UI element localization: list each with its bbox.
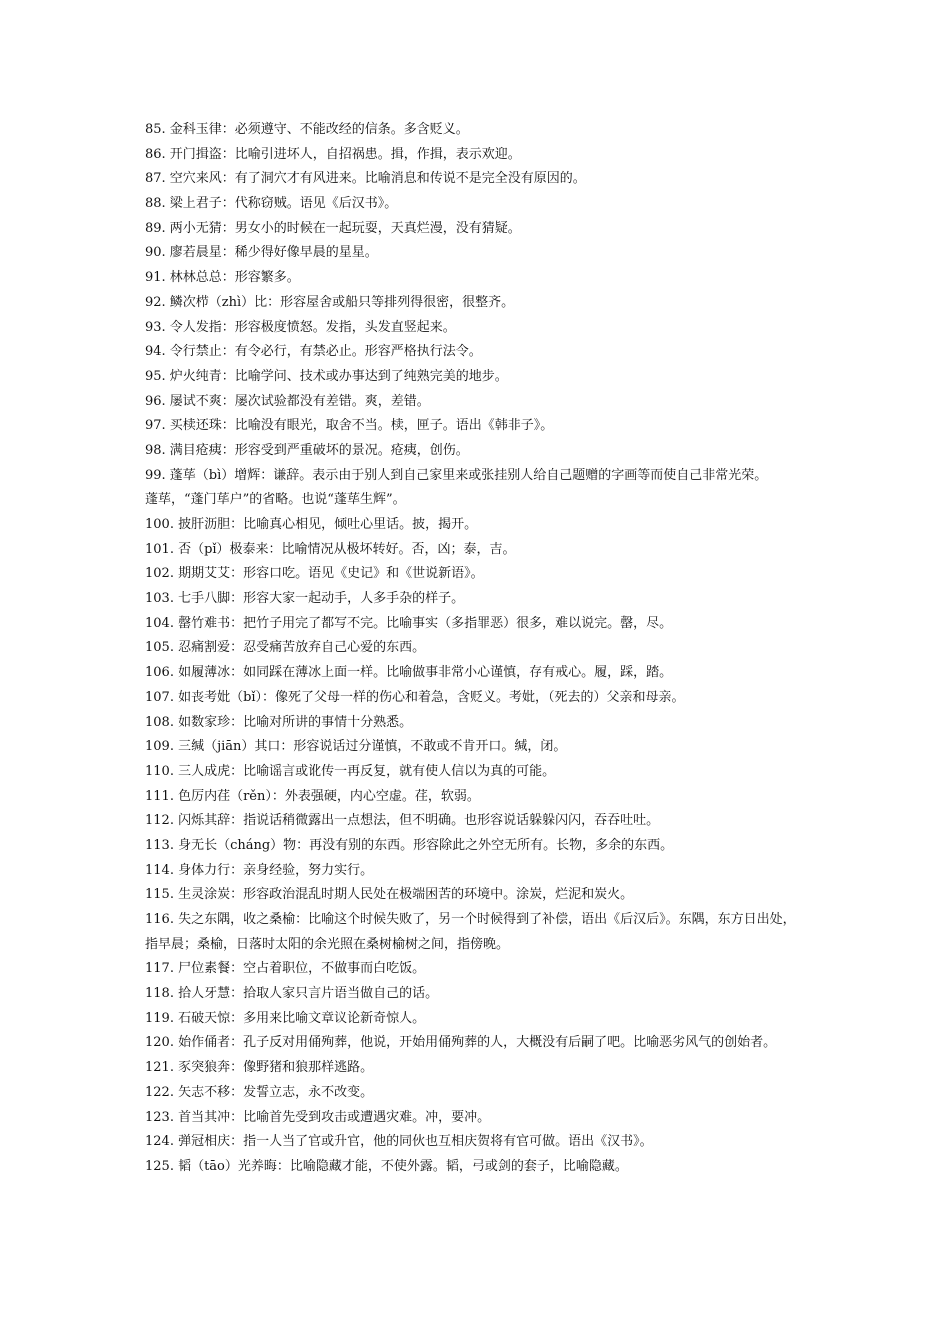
text-line: 103. 七手八脚：形容大家一起动手，人多手杂的样子。 (145, 591, 465, 607)
text-line: 117. 尸位素餐：空占着职位，不做事而白吃饭。 (145, 961, 426, 977)
text-line: 98. 满目疮痍：形容受到严重破坏的景况。疮痍，创伤。 (145, 442, 469, 458)
text-line: 111. 色厉内荏（rěn）：外表强硬，内心空虚。荏，软弱。 (145, 788, 480, 804)
text-line: 115. 生灵涂炭：形容政治混乱时期人民处在极端困苦的环境中。涂炭，烂泥和炭火。 (145, 887, 634, 903)
text-line: 124. 弹冠相庆：指一人当了官或升官，他的同伙也互相庆贺将有官可做。语出《汉书》。 (145, 1134, 653, 1150)
text-line: 114. 身体力行：亲身经验，努力实行。 (145, 862, 374, 878)
text-line: 99. 蓬荜（bì）增辉：谦辞。表示由于别人到自己家里来或张挂别人给自己题赠的字画等而使自己非常光荣。 (145, 467, 768, 483)
text-line: 87. 空穴来风：有了洞穴才有风进来。比喻消息和传说不是完全没有原因的。 (145, 171, 586, 187)
text-line: 123. 首当其冲：比喻首先受到攻击或遭遇灾难。冲，要冲。 (145, 1109, 491, 1125)
text-line: 100. 披肝沥胆：比喻真心相见，倾吐心里话。披，揭开。 (145, 517, 478, 532)
text-line: 蓬荜，“蓬门荜户”的省略。也说“蓬荜生辉”。 (145, 492, 406, 508)
text-line: 108. 如数家珍：比喻对所讲的事情十分熟悉。 (145, 714, 413, 730)
text-line: 105. 忍痛割爱：忍受痛苦放弃自己心爱的东西。 (145, 640, 426, 656)
text-line: 119. 石破天惊：多用来比喻文章议论新奇惊人。 (145, 1010, 426, 1026)
text-line: 86. 开门揖盗：比喻引进坏人，自招祸患。揖，作揖，表示欢迎。 (145, 146, 521, 162)
text-line: 90. 廖若晨星：稀少得好像早晨的星星。 (145, 245, 378, 261)
text-line: 91. 林林总总：形容繁多。 (145, 270, 300, 286)
text-line: 125. 韬（tāo）光养晦：比喻隐藏才能，不使外露。韬，弓或剑的套子，比喻隐藏。 (145, 1158, 628, 1174)
text-line: 110. 三人成虎：比喻谣言或讹传一再反复，就有使人信以为真的可能。 (145, 763, 556, 779)
text-line: 109. 三缄（jiān）其口：形容说话过分谨慎，不敢或不肯开口。缄，闭。 (145, 739, 567, 755)
text-line: 121. 豕突狼奔：像野猪和狼那样逃路。 (145, 1060, 374, 1076)
text-line: 96. 屡试不爽：屡次试验都没有差错。爽，差错。 (145, 393, 430, 409)
text-line: 104. 罄竹难书：把竹子用完了都写不完。比喻事实（多指罪恶）很多，难以说完。罄，尽。 (145, 615, 673, 631)
text-line: 97. 买椟还珠：比喻没有眼光，取舍不当。椟，匣子。语出《韩非子》。 (145, 418, 554, 434)
text-line: 95. 炉火纯青：比喻学问、技术或办事达到了纯熟完美的地步。 (145, 368, 508, 384)
text-line: 106. 如履薄冰：如同踩在薄冰上面一样。比喻做事非常小心谨慎，存有戒心。履，踩，踏。 (145, 665, 673, 681)
text-line: 112. 闪烁其辞：指说话稍微露出一点想法，但不明确。也形容说话躲躲闪闪，吞吞吐吐。 (145, 813, 660, 829)
text-line: 89. 两小无猜：男女小的时候在一起玩耍，天真烂漫，没有猜疑。 (145, 220, 521, 236)
text-line: 88. 梁上君子：代称窃贼。语见《后汉书》。 (145, 196, 398, 212)
text-line: 120. 始作俑者：孔子反对用俑殉葬，他说，开始用俑殉葬的人，大概没有后嗣了吧。比喻恶劣风气的创始者。 (145, 1035, 777, 1051)
text-line: 107. 如丧考妣（bǐ）：像死了父母一样的伤心和着急，含贬义。考妣，（死去的）父亲和母亲。 (145, 689, 685, 705)
text-line: 92. 鳞次栉（zhì）比：形容屋舍或船只等排列得很密，很整齐。 (145, 294, 515, 310)
text-line: 指早晨；桑榆，日落时太阳的余光照在桑树榆树之间，指傍晚。 (145, 936, 510, 952)
text-line: 118. 拾人牙慧：拾取人家只言片语当做自己的话。 (145, 986, 439, 1002)
text-line: 93. 令人发指：形容极度愤怒。发指，头发直竖起来。 (145, 319, 456, 335)
document-page (145, 118, 825, 1180)
text-line: 85. 金科玉律：必须遵守、不能改经的信条。多含贬义。 (145, 122, 469, 137)
text-line: 113. 身无长（cháng）物：再没有别的东西。形容除此之外空无所有。长物，多余的东西。 (145, 837, 674, 853)
text-line: 94. 令行禁止：有令必行，有禁必止。形容严格执行法令。 (145, 344, 482, 360)
text-line: 102. 期期艾艾：形容口吃。语见《史记》和《世说新语》。 (145, 566, 484, 582)
text-line: 101. 否（pǐ）极泰来：比喻情况从极坏转好。否，凶；泰，吉。 (145, 541, 516, 557)
text-line: 116. 失之东隅，收之桑榆：比喻这个时候失败了，另一个时候得到了补偿，语出《后汉后》。东隅，东方日出处， (145, 912, 796, 927)
text-line: 122. 矢志不移：发誓立志，永不改变。 (145, 1084, 374, 1100)
